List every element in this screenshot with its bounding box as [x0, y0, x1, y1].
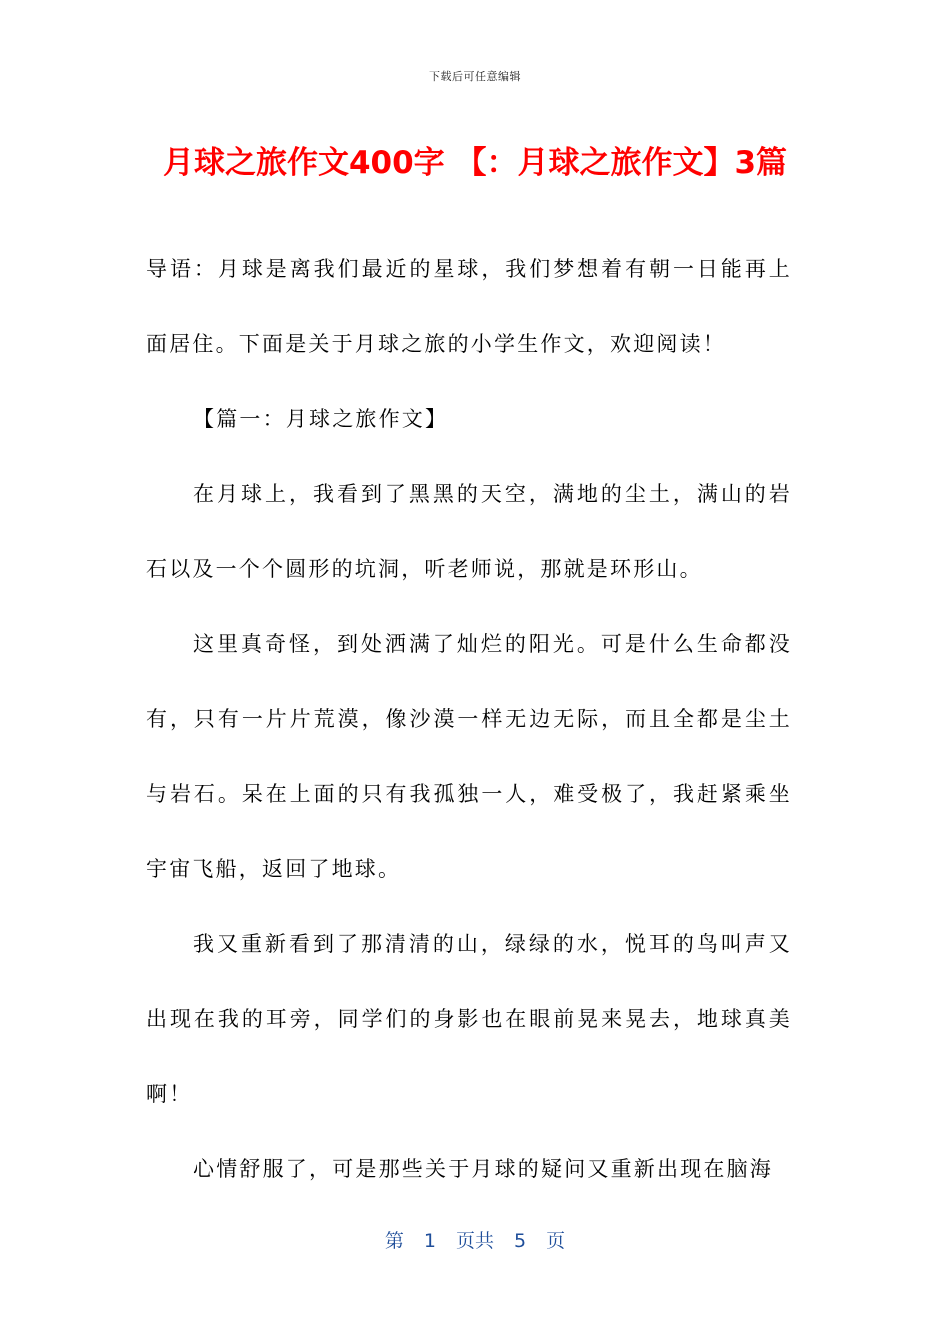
page-label: 第	[384, 1230, 404, 1252]
page-number: 1	[423, 1230, 436, 1252]
intro-paragraph: 导语：月球是离我们最近的星球，我们梦想着有朝一日能再上面居住。下面是关于月球之旅的小学生作文，欢迎阅读！	[146, 257, 792, 356]
body-paragraph: 我又重新看到了那清清的山，绿绿的水，悦耳的鸟叫声又出现在我的耳旁，同学们的身影也在眼前晃来晃去，地球真美啊！	[146, 932, 792, 1106]
page-footer	[0, 1226, 950, 1253]
page-suffix: 页	[546, 1230, 566, 1252]
body-paragraph: 在月球上，我看到了黑黑的天空，满地的尘土，满山的岩石以及一个个圆形的坑洞，听老师说，那就是环形山。	[146, 482, 792, 581]
document-title: 月球之旅作文400字 【：月球之旅作文】3篇	[162, 145, 788, 181]
body-paragraph: 心情舒服了，可是那些关于月球的疑问又重新出现在脑海	[193, 1157, 773, 1181]
section-heading: 【篇一：月球之旅作文】	[193, 407, 449, 431]
document-body	[146, 232, 792, 1207]
body-paragraph: 这里真奇怪，到处洒满了灿烂的阳光。可是什么生命都没有，只有一片片荒漠，像沙漠一样无边无际，而且全都是尘土与岩石。呆在上面的只有我孤独一人，难受极了，我赶紧乘坐宇宙飞船，返回了地球。	[146, 632, 792, 881]
header-note: 下载后可任意编辑	[429, 70, 521, 83]
page-total-label: 页共	[455, 1230, 494, 1252]
total-pages: 5	[514, 1230, 527, 1252]
